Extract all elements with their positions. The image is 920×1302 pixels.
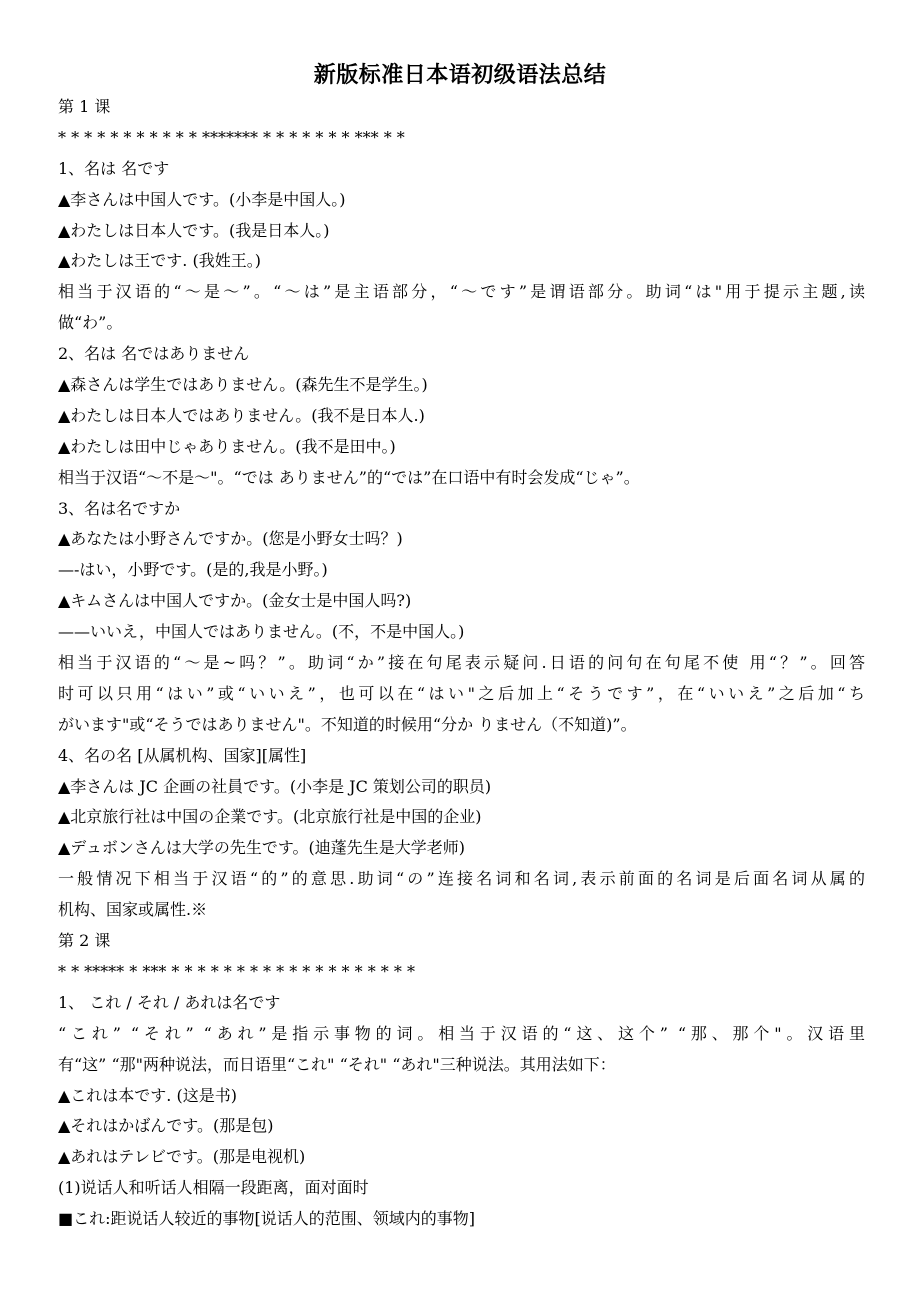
explanation-line: 一般情况下相当于汉语“的”的意思.助词“の”连接名词和名词,表示前面的名词是后面名词从属的 bbox=[58, 869, 865, 889]
explanation-line: ■これ:距说话人较近的事物[说话人的范围、领域内的事物] bbox=[58, 1209, 475, 1229]
explanation-line: 相当于汉语“～不是～"。“では ありません”的“では”在口语中有时会发成“じゃ”。 bbox=[58, 467, 640, 487]
grammar-heading-line: 3、名は名ですか bbox=[58, 498, 181, 518]
example-line: ▲李さんは JC 企画の社員です。(小李是 JC 策划公司的职员) bbox=[58, 776, 492, 796]
example-line: ▲あなたは小野さんですか。(您是小野女士吗？) bbox=[58, 529, 403, 549]
grammar-heading-line: 1、 これ / それ / あれは名です bbox=[58, 992, 281, 1012]
explanation-line: 时可以只用“はい”或“いいえ”，也可以在“はい"之后加上“そうです”，在“いいえ”之后加“ち bbox=[58, 683, 865, 703]
example-line: ▲わたしは田中じゃありません。(我不是田中。) bbox=[58, 436, 396, 456]
lesson-heading-line: 第 2 课 bbox=[58, 931, 111, 951]
example-line: ▲キムさんは中国人ですか。(金女士是中国人吗?) bbox=[58, 591, 412, 611]
example-line: ▲李さんは中国人です。(小李是中国人。) bbox=[58, 189, 346, 209]
document-title: 新版标准日本语初级语法总结 bbox=[313, 63, 607, 88]
example-line: ▲わたしは日本人です。(我是日本人。) bbox=[58, 220, 330, 240]
grammar-heading-line: 1、名は 名です bbox=[58, 158, 170, 178]
lesson-heading-line: 第 1 课 bbox=[58, 97, 111, 116]
example-line: ▲それはかばんです。(那是包) bbox=[58, 1116, 274, 1136]
document-body bbox=[58, 92, 865, 1235]
example-line: ▲デュボンさんは大学の先生です。(迪蓬先生是大学老师) bbox=[58, 838, 466, 858]
example-line: ——いいえ，中国人ではありません。(不，不是中国人。) bbox=[58, 622, 465, 642]
grammar-heading-line: 4、名の名 [从属机构、国家][属性] bbox=[58, 745, 307, 765]
example-line: ▲森さんは学生ではありません。(森先生不是学生。) bbox=[58, 375, 428, 395]
explanation-line: “これ” “それ” “あれ”是指示事物的词。相当于汉语的“这、这个” “那、那个"。汉语里 bbox=[58, 1023, 865, 1043]
explanation-line: (1)说话人和听话人相隔一段距离，面对面时 bbox=[58, 1178, 369, 1198]
example-line: ▲あれはテレビです。(那是电视机) bbox=[58, 1147, 306, 1167]
explanation-line: 机构、国家或属性.※ bbox=[58, 900, 208, 920]
explanation-line: 有“这” “那"两种说法，而日语里“これ" “それ" “あれ"三种说法。其用法如下： bbox=[58, 1054, 616, 1074]
example-line: ▲わたしは日本人ではありません。(我不是日本人.) bbox=[58, 405, 425, 425]
grammar-heading-line: 2、名は 名ではありません bbox=[58, 344, 250, 364]
separator-line: * * ***** * *** * * * * * * * * * * * * * * * * * * * bbox=[58, 961, 415, 981]
example-line: —-はい，小野です。(是的,我是小野。) bbox=[58, 560, 328, 580]
example-line: ▲わたしは王です. (我姓王。) bbox=[58, 251, 261, 271]
explanation-line: 相当于汉语的“～是～”。“～は”是主语部分，“～です”是谓语部分。助词“は"用于提示主题,读 bbox=[58, 282, 865, 302]
explanation-line: 做“わ”。 bbox=[58, 313, 123, 333]
separator-line: * * * * * * * * * * * ******* * * * * * * * *** * * bbox=[58, 127, 405, 147]
example-line: ▲北京旅行社は中国の企業です。(北京旅行社是中国的企业) bbox=[58, 807, 482, 827]
explanation-line: がいます"或“そうではありません"。不知道的时候用“分か りません（不知道)”。 bbox=[58, 714, 637, 734]
example-line: ▲これは本です. (这是书) bbox=[58, 1085, 237, 1105]
explanation-line: 相当于汉语的“～是~吗？”。助词“か”接在句尾表示疑问.日语的问句在句尾不使 用“？”。回答 bbox=[58, 653, 865, 673]
